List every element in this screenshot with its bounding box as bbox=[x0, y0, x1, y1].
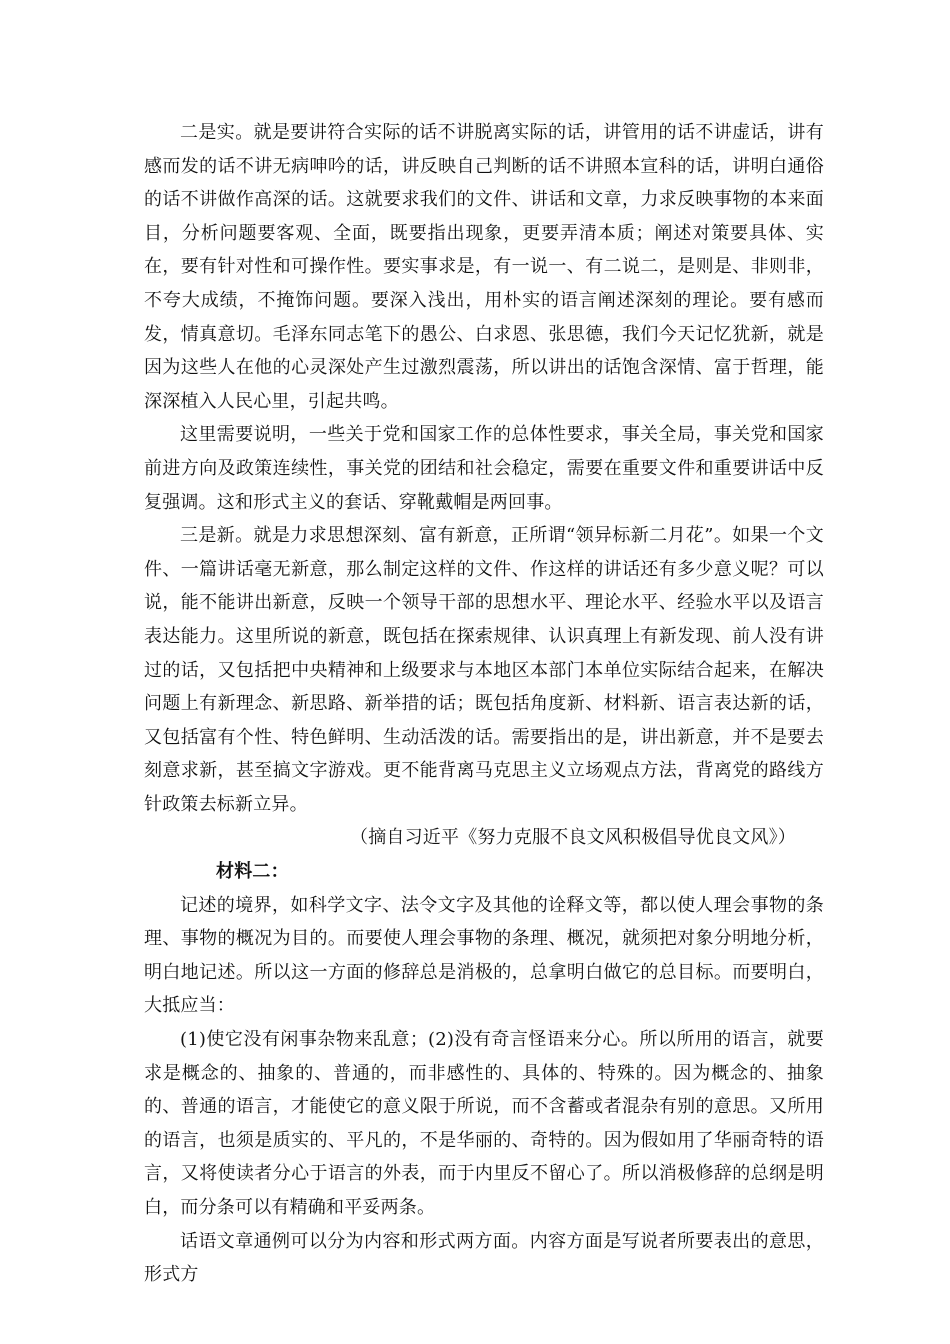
source-citation: （摘自习近平《努力克服不良文风积极倡导优良文风》） bbox=[350, 827, 796, 849]
paragraph-material-two-3: 话语文章通例可以分为内容和形式两方面。内容方面是写说者所要表出的意思，形式方 bbox=[144, 1230, 824, 1286]
section-heading-material-two: 材料二： bbox=[216, 861, 289, 883]
document-body bbox=[144, 116, 824, 1292]
paragraph-material-two-1: 记述的境界，如科学文字、法令文字及其他的诠释文等，都以使人理会事物的条理、事物的概况为目的。而要使人理会事物的条理、概况，就须把对象分明地分析，明白地记述。所以这一方面的修辞总是消极的，总拿明白做它的总目标。而要明白，大抵应当： bbox=[144, 894, 824, 1017]
paragraph-material-two-2: (1)使它没有闲事杂物来乱意；(2)没有奇言怪语来分心。所以所用的语言，就要求是概念的、抽象的、普通的，而非感性的、具体的、特殊的。因为概念的、抽象的、普通的语言，才能使它的意义限于所说，而不含蓄或者混杂有别的意思。又所用的语言，也须是质实的、平凡的，不是华丽的、奇特的。因为假如用了华丽奇特的语言，又将使读者分心于语言的外表，而于内里反不留心了。所以消极修辞的总纲是明白，而分条可以有精确和平妥两条。 bbox=[144, 1029, 824, 1218]
paragraph-xin: 三是新。就是力求思想深刻、富有新意，正所谓“领异标新二月花”。如果一个文件、一篇讲话毫无新意，那么制定这样的文件、作这样的讲话还有多少意义呢？可以说，能不能讲出新意，反映一个领导干部的思想水平、理论水平、经验水平以及语言表达能力。这里所说的新意，既包括在探索规律、认识真理上有新发现、前人没有讲过的话，又包括把中央精神和上级要求与本地区本部门本单位实际结合起来，在解决问题上有新理念、新思路、新举措的话；既包括角度新、材料新、语言表达新的话，又包括富有个性、特色鲜明、生动活泼的话。需要指出的是，讲出新意，并不是要去刻意求新，甚至搞文字游戏。更不能背离马克思主义立场观点方法，背离党的路线方针政策去标新立异。 bbox=[144, 525, 824, 815]
paragraph-shi: 二是实。就是要讲符合实际的话不讲脱离实际的话，讲管用的话不讲虚话，讲有感而发的话不讲无病呻吟的话，讲反映自己判断的话不讲照本宣科的话，讲明白通俗的话不讲做作高深的话。这就要求我们的文件、讲话和文章，力求反映事物的本来面目，分析问题要客观、全面，既要指出现象，更要弄清本质；阐述对策要具体、实在，要有针对性和可操作性。要实事求是，有一说一、有二说二，是则是、非则非，不夸大成绩，不掩饰问题。要深入浅出，用朴实的语言阐述深刻的理论。要有感而发，情真意切。毛泽东同志笔下的愚公、白求恩、张思德，我们今天记忆犹新，就是因为这些人在他的心灵深处产生过激烈震荡，所以讲出的话饱含深情、富于哲理，能深深植入人民心里，引起共鸣。 bbox=[144, 122, 824, 412]
paragraph-note: 这里需要说明，一些关于党和国家工作的总体性要求，事关全局，事关党和国家前进方向及政策连续性，事关党的团结和社会稳定，需要在重要文件和重要讲话中反复强调。这和形式主义的套话、穿靴戴帽是两回事。 bbox=[144, 424, 824, 513]
